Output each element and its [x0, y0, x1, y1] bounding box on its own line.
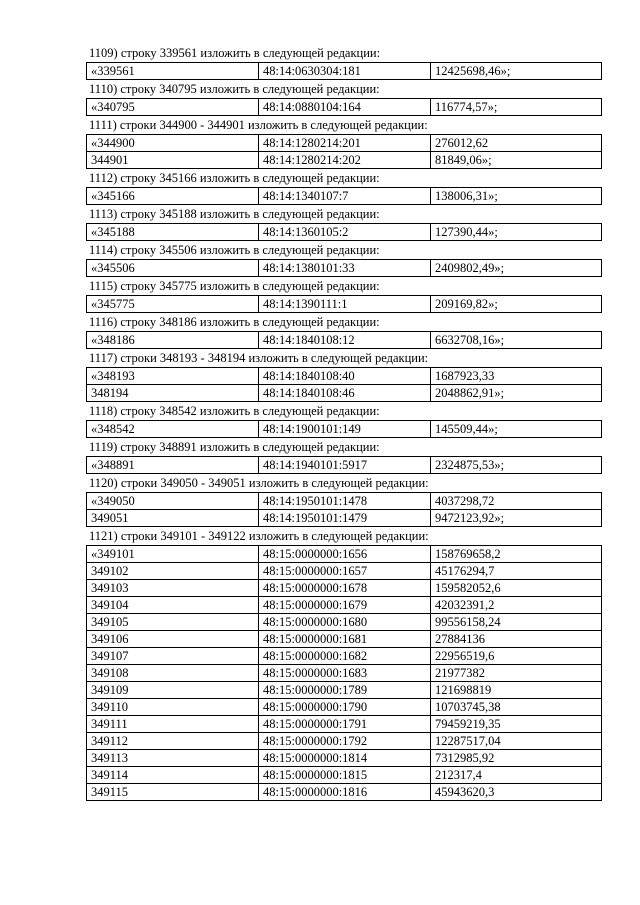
row-number-cell: «348186	[87, 332, 259, 349]
table-row	[87, 665, 602, 682]
section-heading: 1116) строку 348186 изложить в следующей редакции:	[89, 315, 380, 329]
cadastral-number-cell: 48:14:1380101:33	[259, 260, 431, 277]
table-row	[87, 546, 602, 563]
row-number-cell: 349115	[87, 784, 259, 801]
value-cell: 12287517,04	[431, 733, 602, 750]
row-number-cell: 349105	[87, 614, 259, 631]
cadastral-number-cell: 48:15:0000000:1679	[259, 597, 431, 614]
section-table	[86, 456, 602, 474]
row-number-cell: 349103	[87, 580, 259, 597]
table-row	[87, 224, 602, 241]
table-row	[87, 716, 602, 733]
value-cell: 1687923,33	[431, 368, 602, 385]
row-number-cell: 349112	[87, 733, 259, 750]
cadastral-number-cell: 48:15:0000000:1680	[259, 614, 431, 631]
cadastral-number-cell: 48:15:0000000:1814	[259, 750, 431, 767]
row-number-cell: «345166	[87, 188, 259, 205]
value-cell: 212317,4	[431, 767, 602, 784]
table-row	[87, 682, 602, 699]
table-row	[87, 648, 602, 665]
cadastral-number-cell: 48:14:1840108:40	[259, 368, 431, 385]
value-cell: 81849,06»;	[431, 152, 602, 169]
value-cell: 12425698,46»;	[431, 63, 602, 80]
row-number-cell: «349101	[87, 546, 259, 563]
cadastral-number-cell: 48:15:0000000:1815	[259, 767, 431, 784]
cadastral-number-cell: 48:14:1390111:1	[259, 296, 431, 313]
row-number-cell: 349111	[87, 716, 259, 733]
section-heading: 1109) строку 339561 изложить в следующей редакции:	[89, 46, 381, 60]
value-cell: 2048862,91»;	[431, 385, 602, 402]
section-heading: 1119) строку 348891 изложить в следующей редакции:	[89, 440, 380, 454]
section-table	[86, 420, 602, 438]
section-table	[86, 331, 602, 349]
value-cell: 116774,57»;	[431, 99, 602, 116]
table-row	[87, 63, 602, 80]
value-cell: 22956519,6	[431, 648, 602, 665]
row-number-cell: 349108	[87, 665, 259, 682]
row-number-cell: 349051	[87, 510, 259, 527]
section-heading: 1120) строки 349050 - 349051 изложить в следующей редакции:	[89, 476, 429, 490]
value-cell: 2324875,53»;	[431, 457, 602, 474]
row-number-cell: «348891	[87, 457, 259, 474]
cadastral-number-cell: 48:15:0000000:1816	[259, 784, 431, 801]
value-cell: 4037298,72	[431, 493, 602, 510]
value-cell: 79459219,35	[431, 716, 602, 733]
value-cell: 7312985,92	[431, 750, 602, 767]
cadastral-number-cell: 48:15:0000000:1682	[259, 648, 431, 665]
row-number-cell: 349102	[87, 563, 259, 580]
section-table	[86, 62, 602, 80]
cadastral-number-cell: 48:15:0000000:1681	[259, 631, 431, 648]
row-number-cell: 349107	[87, 648, 259, 665]
value-cell: 276012,62	[431, 135, 602, 152]
section-heading: 1113) строку 345188 изложить в следующей редакции:	[89, 207, 380, 221]
section-table	[86, 492, 602, 527]
row-number-cell: «349050	[87, 493, 259, 510]
table-row	[87, 421, 602, 438]
value-cell: 158769658,2	[431, 546, 602, 563]
row-number-cell: «348542	[87, 421, 259, 438]
table-row	[87, 368, 602, 385]
table-row	[87, 260, 602, 277]
cadastral-number-cell: 48:15:0000000:1678	[259, 580, 431, 597]
value-cell: 127390,44»;	[431, 224, 602, 241]
value-cell: 121698819	[431, 682, 602, 699]
cadastral-number-cell: 48:15:0000000:1790	[259, 699, 431, 716]
value-cell: 27884136	[431, 631, 602, 648]
cadastral-number-cell: 48:14:1940101:5917	[259, 457, 431, 474]
section-table	[86, 545, 602, 801]
section-table	[86, 187, 602, 205]
value-cell: 138006,31»;	[431, 188, 602, 205]
table-row	[87, 296, 602, 313]
table-row	[87, 188, 602, 205]
table-row	[87, 457, 602, 474]
cadastral-number-cell: 48:15:0000000:1657	[259, 563, 431, 580]
cadastral-number-cell: 48:15:0000000:1683	[259, 665, 431, 682]
value-cell: 10703745,38	[431, 699, 602, 716]
section-heading: 1110) строку 340795 изложить в следующей редакции:	[89, 82, 380, 96]
section-heading: 1112) строку 345166 изложить в следующей редакции:	[89, 171, 380, 185]
section-table	[86, 259, 602, 277]
table-row	[87, 510, 602, 527]
row-number-cell: 349104	[87, 597, 259, 614]
row-number-cell: «345188	[87, 224, 259, 241]
cadastral-number-cell: 48:14:1840108:46	[259, 385, 431, 402]
row-number-cell: 349106	[87, 631, 259, 648]
table-row	[87, 784, 602, 801]
cadastral-number-cell: 48:14:1280214:201	[259, 135, 431, 152]
value-cell: 159582052,6	[431, 580, 602, 597]
section-heading: 1115) строку 345775 изложить в следующей редакции:	[89, 279, 380, 293]
table-row	[87, 99, 602, 116]
table-row	[87, 135, 602, 152]
row-number-cell: «345506	[87, 260, 259, 277]
row-number-cell: «340795	[87, 99, 259, 116]
table-row	[87, 563, 602, 580]
value-cell: 145509,44»;	[431, 421, 602, 438]
table-row	[87, 733, 602, 750]
value-cell: 9472123,92»;	[431, 510, 602, 527]
value-cell: 42032391,2	[431, 597, 602, 614]
row-number-cell: «344900	[87, 135, 259, 152]
cadastral-number-cell: 48:14:0630304:181	[259, 63, 431, 80]
value-cell: 45176294,7	[431, 563, 602, 580]
table-row	[87, 614, 602, 631]
table-row	[87, 332, 602, 349]
section-table	[86, 98, 602, 116]
table-row	[87, 767, 602, 784]
row-number-cell: «348193	[87, 368, 259, 385]
cadastral-number-cell: 48:14:1360105:2	[259, 224, 431, 241]
table-row	[87, 152, 602, 169]
section-heading: 1114) строку 345506 изложить в следующей редакции:	[89, 243, 380, 257]
row-number-cell: 348194	[87, 385, 259, 402]
row-number-cell: 344901	[87, 152, 259, 169]
cadastral-number-cell: 48:14:1840108:12	[259, 332, 431, 349]
row-number-cell: «345775	[87, 296, 259, 313]
table-row	[87, 699, 602, 716]
row-number-cell: 349113	[87, 750, 259, 767]
section-heading: 1117) строки 348193 - 348194 изложить в следующей редакции:	[89, 351, 429, 365]
cadastral-number-cell: 48:15:0000000:1791	[259, 716, 431, 733]
section-table	[86, 223, 602, 241]
table-row	[87, 580, 602, 597]
section-table	[86, 134, 602, 169]
cadastral-number-cell: 48:14:1950101:1479	[259, 510, 431, 527]
row-number-cell: «339561	[87, 63, 259, 80]
value-cell: 99556158,24	[431, 614, 602, 631]
cadastral-number-cell: 48:15:0000000:1792	[259, 733, 431, 750]
value-cell: 45943620,3	[431, 784, 602, 801]
value-cell: 21977382	[431, 665, 602, 682]
value-cell: 2409802,49»;	[431, 260, 602, 277]
cadastral-number-cell: 48:14:1280214:202	[259, 152, 431, 169]
row-number-cell: 349109	[87, 682, 259, 699]
document-body	[86, 44, 601, 801]
section-table	[86, 367, 602, 402]
section-table	[86, 295, 602, 313]
table-row	[87, 493, 602, 510]
cadastral-number-cell: 48:14:1900101:149	[259, 421, 431, 438]
value-cell: 6632708,16»;	[431, 332, 602, 349]
cadastral-number-cell: 48:14:1950101:1478	[259, 493, 431, 510]
table-row	[87, 597, 602, 614]
table-row	[87, 631, 602, 648]
section-heading: 1118) строку 348542 изложить в следующей редакции:	[89, 404, 380, 418]
cadastral-number-cell: 48:14:0880104:164	[259, 99, 431, 116]
section-heading: 1121) строки 349101 - 349122 изложить в следующей редакции:	[89, 529, 429, 543]
cadastral-number-cell: 48:15:0000000:1656	[259, 546, 431, 563]
table-row	[87, 750, 602, 767]
row-number-cell: 349114	[87, 767, 259, 784]
table-row	[87, 385, 602, 402]
section-heading: 1111) строки 344900 - 344901 изложить в следующей редакции:	[89, 118, 428, 132]
value-cell: 209169,82»;	[431, 296, 602, 313]
cadastral-number-cell: 48:15:0000000:1789	[259, 682, 431, 699]
cadastral-number-cell: 48:14:1340107:7	[259, 188, 431, 205]
row-number-cell: 349110	[87, 699, 259, 716]
